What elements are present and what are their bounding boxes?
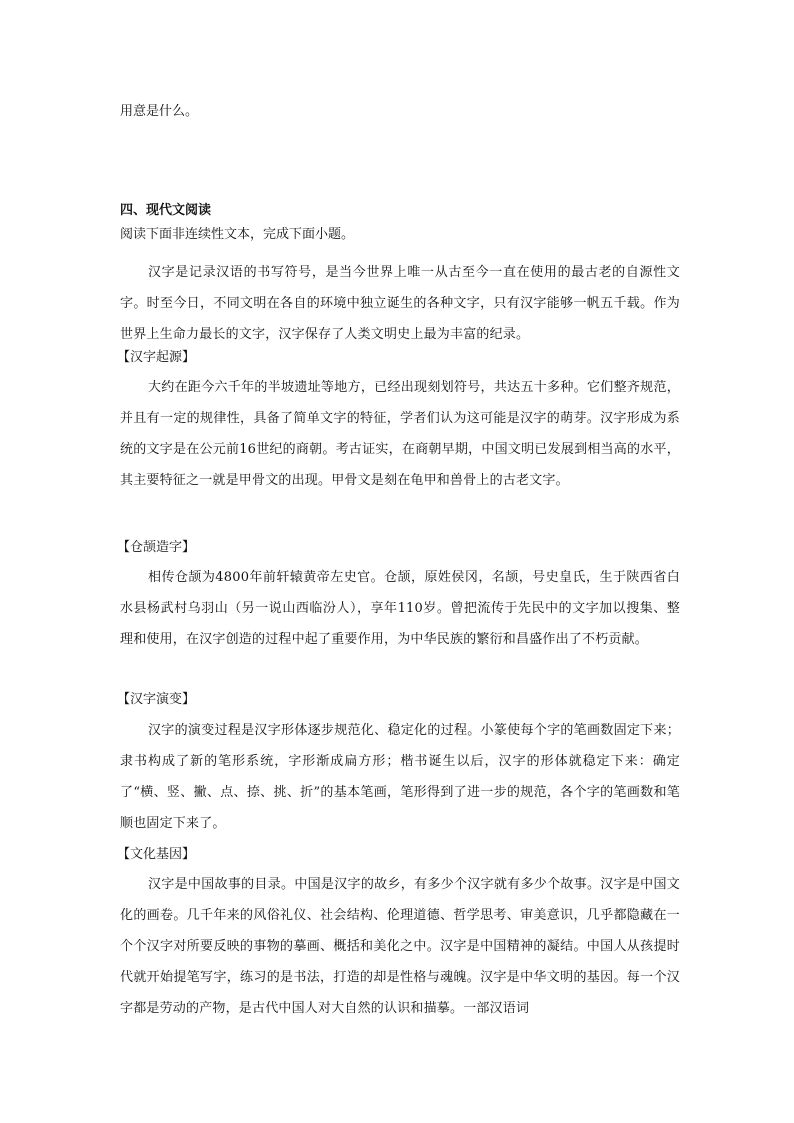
- paragraph-culture: 汉字是中国故事的目录。中国是汉字的故乡，有多少个汉字就有多少个故事。汉字是中国文化的画卷。几千年来的风俗礼仪、社会结构、伦理道德、哲学思考、审美意识，几乎都隐藏在一个个汉字对所要反映的事物的摹画、概括和美化之中。汉字是中国精神的凝结。中国人从孩提时代就开始提笔写字，练习的是书法，打造的却是性格与魂魄。汉字是中华文明的基因。每一个汉字都是劳动的产物，是古代中国人对大自然的认识和描摹。一部汉语词: [120, 877, 680, 1016]
- reading-instruction: 阅读下面非连续性文本，完成下面小题。: [120, 227, 355, 242]
- section-title-origin: 【汉字起源】: [117, 350, 196, 365]
- intro-paragraph: 汉字是记录汉语的书写符号，是当今世界上唯一从古至今一直在使用的最古老的自源性文字。时至今日，不同文明在各自的环境中独立诞生的各种文字，只有汉字能够一帆五千载。作为世界上生命力最长的文字，汉字保存了人类文明史上最为丰富的纪录。: [120, 265, 680, 342]
- section-heading: 四、现代文阅读: [120, 203, 212, 218]
- paragraph-origin: 大约在距今六千年的半坡遗址等地方，已经出现刻划符号，共达五十多种。它们整齐规范，并且有一定的规律性，具备了简单文字的特征，学者们认为这可能是汉字的萌芽。汉字形成为系统的文字是在公元前16世纪的商朝。考古证实，在商朝早期，中国文明已发展到相当高的水平，其主要特征之一就是甲骨文的出现。甲骨文是刻在龟甲和兽骨上的古老文字。: [120, 380, 680, 488]
- section-title-cangjie: 【仓颉造字】: [117, 540, 196, 555]
- section-title-culture: 【文化基因】: [117, 847, 196, 862]
- paragraph-cangjie: 相传仓颉为4800年前轩辕黄帝左史官。仓颉，原姓侯冈，名颉，号史皇氏，生于陕西省白水县杨武村乌羽山（另一说山西临汾人），享年110岁。曾把流传于先民中的文字加以搜集、整理和使用，在汉字创造的过程中起了重要作用，为中华民族的繁衍和昌盛作出了不朽贡献。: [120, 570, 680, 647]
- previous-question-fragment: 用意是什么。: [120, 104, 199, 119]
- section-title-evolution: 【汉字演变】: [117, 692, 196, 707]
- paragraph-evolution: 汉字的演变过程是汉字形体逐步规范化、稳定化的过程。小篆使每个字的笔画数固定下来；隶书构成了新的笔形系统，字形渐成扁方形；楷书诞生以后，汉字的形体就稳定下来：确定了“横、竖、撇、点、捺、挑、折”的基本笔画，笔形得到了进一步的规范，各个字的笔画数和笔顺也固定下来了。: [120, 723, 680, 831]
